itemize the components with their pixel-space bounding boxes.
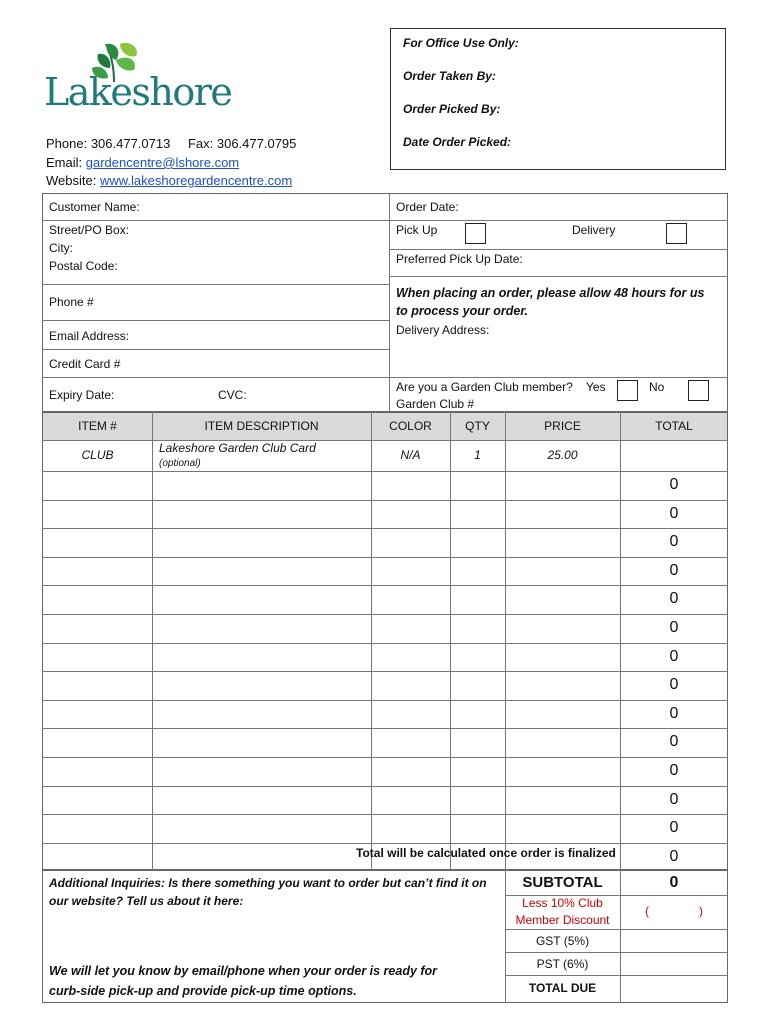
phone-fax [46,136,296,151]
subtotal-value: 0 [669,874,679,891]
website-link[interactable]: www.lakeshoregardencentre.com [99,173,293,188]
preferred-pickup-label[interactable]: Preferred Pick Up Date: [396,252,523,266]
pickup-checkbox[interactable] [465,223,486,244]
row-divider [42,585,728,586]
expiry-date-label[interactable]: Expiry Date: [49,388,115,402]
no-label: No [649,380,665,394]
row-total-value: 0 [669,819,679,836]
no-checkbox[interactable] [688,380,709,401]
row-total-value: 0 [669,505,679,522]
pickup-label: Pick Up [396,223,438,237]
yes-label: Yes [586,380,606,394]
street-label[interactable]: Street/PO Box: [49,223,130,237]
header-price: PRICE [544,419,581,433]
processing-notice-1: When placing an order, please allow 48 hours for us [396,286,705,300]
row-total-value: 0 [669,562,679,579]
row-total-value: 0 [669,676,679,693]
discount-label-2: Member Discount [515,913,610,927]
total-due-label: TOTAL DUE [528,981,597,995]
row-divider [42,700,728,701]
row-divider [42,843,728,844]
credit-card-label[interactable]: Credit Card # [49,357,121,371]
club-member-question: Are you a Garden Club member? [396,380,573,394]
row-divider [42,500,728,501]
club-item-number: CLUB [81,448,114,462]
yes-checkbox[interactable] [617,380,638,401]
notify-line-1: We will let you know by email/phone when your order is ready for [49,964,438,978]
lakeshore-logo [44,38,232,118]
row-divider [42,814,728,815]
office-use-box [390,28,726,170]
row-total-value: 0 [669,705,679,722]
header-color: COLOR [389,419,432,433]
cvc-label[interactable]: CVC: [218,388,247,402]
row-divider [42,671,728,672]
store-fax: Fax: 306.477.0795 [187,136,297,151]
header-total: TOTAL [655,419,693,433]
club-item-note: (optional) [159,458,201,469]
club-item-qty: 1 [474,448,481,462]
store-phone: Phone: 306.477.0713 [46,136,171,151]
row-divider [42,528,728,529]
garden-club-number-label[interactable]: Garden Club # [396,397,475,411]
discount-paren-close: ) [699,904,703,918]
email-label: Email: [46,155,83,170]
row-total-value: 0 [669,619,679,636]
gst-label: GST (5%) [535,934,590,948]
row-divider [42,728,728,729]
header-item-description: ITEM DESCRIPTION [204,419,319,433]
delivery-label: Delivery [572,223,616,237]
header-qty: QTY [465,419,490,433]
discount-label-1: Less 10% Club [522,896,603,910]
row-total-value: 0 [669,733,679,750]
order-taken-by: Order Taken By: [403,69,496,83]
club-item-color: N/A [400,448,421,462]
postal-code-label[interactable]: Postal Code: [49,259,118,273]
office-title: For Office Use Only: [403,36,519,50]
email-link[interactable]: gardencentre@lshore.com [85,155,240,170]
subtotal-label: SUBTOTAL [522,874,603,891]
row-divider [42,757,728,758]
row-divider [42,614,728,615]
delivery-address-label[interactable]: Delivery Address: [396,323,490,337]
notify-line-2: curb-side pick-up and provide pick-up time options. [49,984,357,998]
row-total-value: 0 [669,533,679,550]
total-calculation-note: Total will be calculated once order is finalized [356,846,616,860]
city-label[interactable]: City: [49,241,73,255]
row-divider [42,786,728,787]
header-item-number: ITEM # [78,419,117,433]
club-item-description: Lakeshore Garden Club Card [159,441,316,455]
date-order-picked: Date Order Picked: [403,135,512,149]
email-address-label[interactable]: Email Address: [49,329,130,343]
club-item-price: 25.00 [547,448,578,462]
row-total-value: 0 [669,648,679,665]
row-total-value: 0 [669,476,679,493]
row-divider [42,643,728,644]
row-total-value: 0 [669,848,679,865]
processing-notice-2: to process your order. [396,304,528,318]
email-line [46,155,239,170]
pst-label: PST (6%) [536,957,589,971]
discount-paren-open: ( [645,904,649,918]
row-total-value: 0 [669,590,679,607]
delivery-checkbox[interactable] [666,223,687,244]
website-label: Website: [46,173,97,188]
logo-wordmark: Lakeshore [44,70,232,114]
order-date-label[interactable]: Order Date: [396,200,459,214]
customer-name-label[interactable]: Customer Name: [49,200,140,214]
phone-label[interactable]: Phone # [49,295,94,309]
website-line [46,173,292,188]
row-divider [42,557,728,558]
additional-inquiries: Additional Inquiries: Is there something you want to order but can’t find it on our website? Tell us about it here: [49,876,487,908]
row-total-value: 0 [669,791,679,808]
order-picked-by: Order Picked By: [403,102,501,116]
row-total-value: 0 [669,762,679,779]
